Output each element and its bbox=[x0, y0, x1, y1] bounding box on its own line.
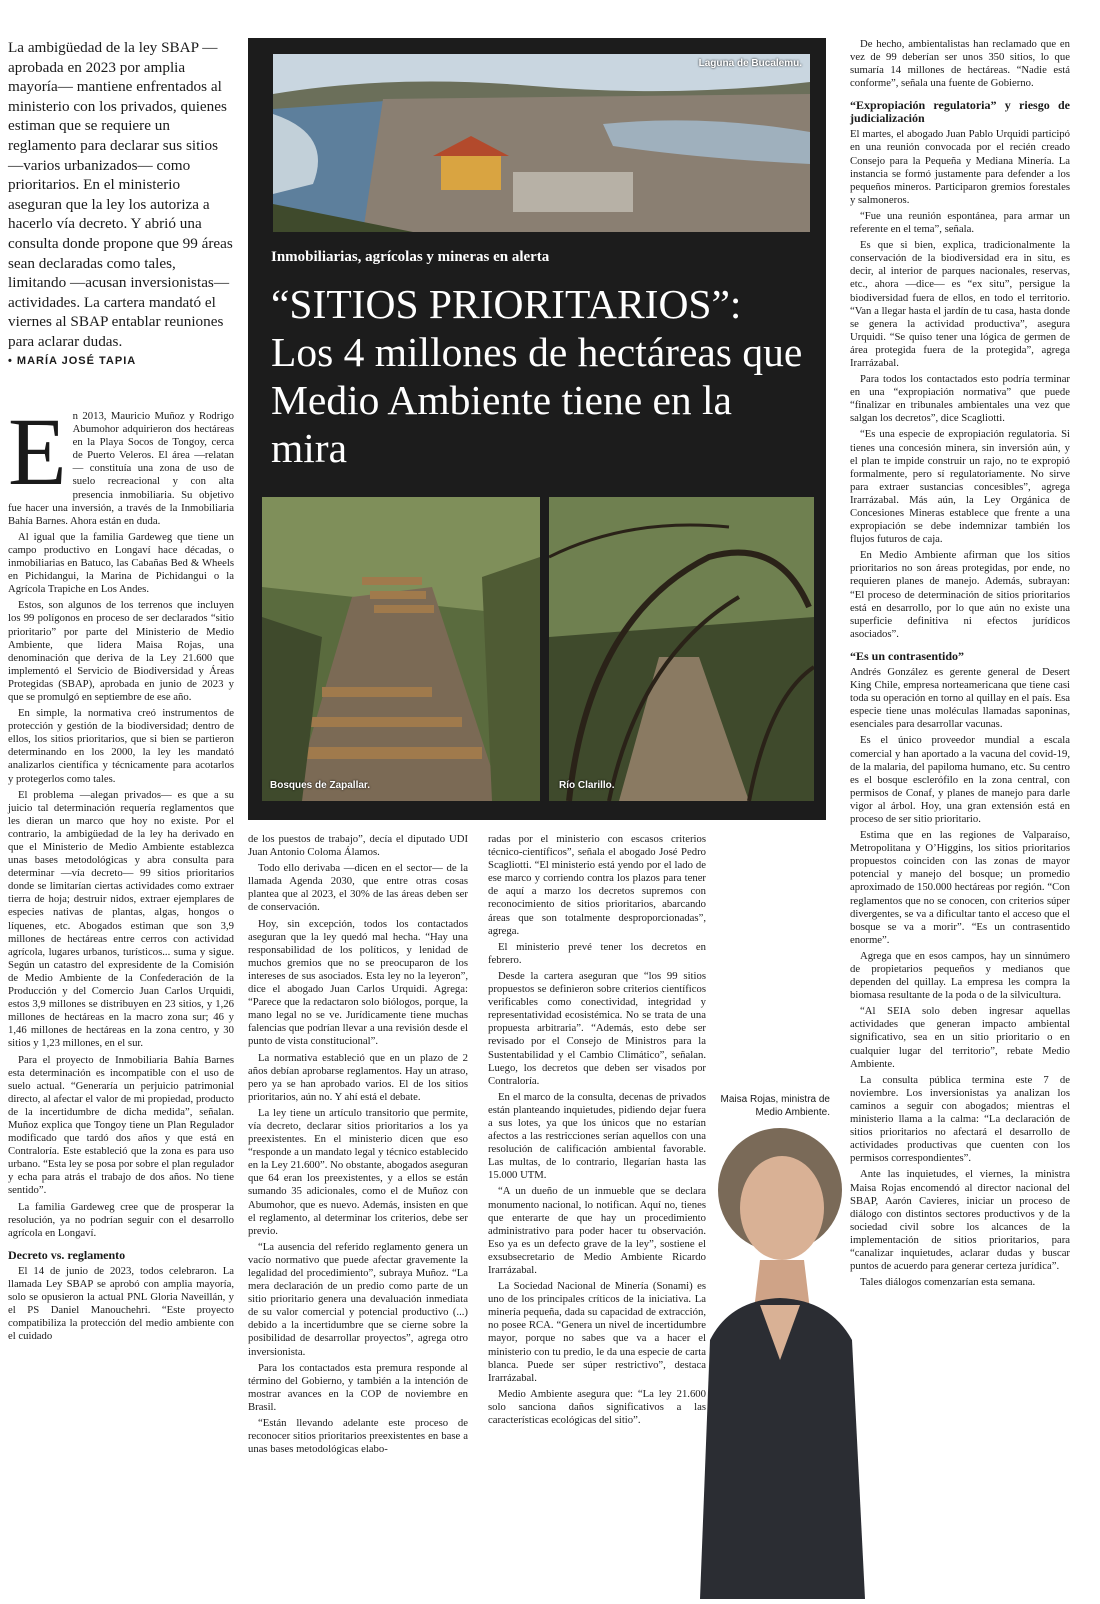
col4-p2: El martes, el abogado Juan Pablo Urquidi participó en una reunión convocada por el recién creado Consejo para la Pequeña y Mediana Minería. La instancia se formó justamente para defender a los pequeños mineros. Participaron gremios forestales y salmoneros. bbox=[850, 128, 1070, 206]
col4-p13: La consulta pública termina este 7 de noviembre. Los inversionistas ya analizan los caminos a seguir con abogados; mientras el ministerio llama a la calma: “La declaración de sitios prioritarios no afectará el desarrollo de actividades productivas que cuenten con los permisos correspondientes”. bbox=[850, 1073, 1070, 1165]
column-1 bbox=[8, 398, 234, 1346]
col4-p15: Tales diálogos comenzarían esta semana. bbox=[860, 1276, 1036, 1289]
col4-p3: “Fue una reunión espontánea, para armar un referente en el tema”, señala. bbox=[850, 209, 1070, 236]
subhead-decreto: Decreto vs. reglamento bbox=[8, 1247, 126, 1262]
photo-zapallar bbox=[262, 497, 540, 801]
forest-path-illustration bbox=[549, 497, 814, 801]
col1-p8: El 14 de junio de 2023, todos celebraron. La llamada Ley SBAP se aprobó con amplia mayoría, solo se opusieron la actual PNL Gloria Naveillán, y el PS Daniel Manouchehri. “Este proyecto compatibiliza la protección del medio ambiente con el cuidado bbox=[8, 1264, 234, 1343]
col4-p8: Andrés González es gerente general de Desert King Chile, empresa norteamericana que tiene casi toda su operación en torno al quillay en el país. Esa especie tiene unas moléculas llamadas saponinas, esenciales para desarrollar vacunas. bbox=[850, 665, 1070, 731]
col1-p2: Al igual que la familia Gardeweg que tiene un campo productivo en Longaví hace décadas, o inmobiliarias en Batuco, las Cabañas Bed & Wheels en Pichidangui, la Marina de Pichidangui o la Agrícola Trapiche en Los Andes. bbox=[8, 530, 234, 596]
col2-p2: Todo ello derivaba —dicen en el sector— de la llamada Agenda 2030, que entre otras cosas plantea que al 2023, el 30% de las áreas deben ser de conservación. bbox=[248, 862, 468, 914]
col4-p12: “Al SEIA solo deben ingresar aquellas actividades que generan impacto ambiental significativo, sea en un sitio prioritario o en cualquier lugar del territorio”, rebate Medio Ambiente. bbox=[850, 1005, 1070, 1070]
photo-bucalemu bbox=[273, 54, 810, 232]
lead-text: La ambigüedad de la ley SBAP —aprobada en 2023 por amplia mayoría— mantiene enfrentados al ministerio con los privados, quienes estiman que se requiere un reglamento para declarar sus sitios —varios urbanizados— como prioritarios. En el ministerio aseguran que la ley los autoriza a hacerlo vía decreto. Y abrió una consulta donde propone que 99 áreas sean declaradas como tales, limitando —acusan inversionistas— actividades. La cartera mandató el viernes al SBAP entablar reuniones para aclarar dudas. bbox=[8, 39, 233, 350]
headline-kicker: Inmobiliarias, agrícolas y mineras en alerta bbox=[271, 249, 550, 265]
col1-p1: n 2013, Mauricio Muñoz y Rodrigo Abumohor adquirieron dos hectáreas en la Playa Socos de Tongoy, cerca de Puerto Veleros. El área —relatan— constituía una zona de uso de suelo recreacional y con alta presencia inmobiliaria. Su objetivo fue hacer una inversión, a través de la Inmobiliaria Bahía Barnes. Ahora están en duda. bbox=[8, 410, 234, 527]
column-2 bbox=[248, 833, 468, 1459]
col4-p10: Estima que en las regiones de Valparaíso, Metropolitana y O’Higgins, los sitios prioritarios propuestos coinciden con las zonas de mayor potencial y manejo del bosque; un promedio aproximado de 150.000 hectáreas por región. “Con reglamentos que no se conocen, con criterios súper divergentes, se va a dificultar tanto el acceso que el bosque se va a morir”. “Es un contrasentido enorme”. bbox=[850, 829, 1070, 946]
headline-title-line1: “SITIOS PRIORITARIOS”: bbox=[271, 281, 742, 327]
caption-portrait: Maisa Rojas, ministra de Medio Ambiente. bbox=[720, 1094, 830, 1118]
byline: • MARÍA JOSÉ TAPIA bbox=[8, 354, 137, 367]
col4-p11: Agrega que en esos campos, hay un sinnúmero de propietarios pequeños y medianos que dependen del quillay. La empresa les compra la biomasa resultante de la poda o de la silvicultura. bbox=[850, 949, 1070, 1002]
headline-title-line2: Los 4 millones de hectáreas que Medio Ambiente tiene en la mira bbox=[271, 329, 803, 471]
lead-block bbox=[8, 38, 234, 367]
col2-p8: “Están llevando adelante este proceso de reconocer sitios prioritarios preexistentes en base a unas bases metodológicas elabo- bbox=[248, 1417, 468, 1456]
headline-title bbox=[271, 280, 816, 472]
col2-p4: La normativa estableció que en un plazo de 2 años debían aprobarse reglamentos. Hay un atraso, pero ya se han aprobado varios. El de los sitios prioritarios, aún no. Y ahí está el debate. bbox=[248, 1051, 468, 1103]
col1-p7: La familia Gardeweg cree que de prosperar la resolución, ya no podrían seguir con el desarrollo agrícola en Longaví. bbox=[8, 1200, 234, 1239]
col4-p7: En Medio Ambiente afirman que los sitios prioritarios no son áreas protegidas, por ende, no requieren planes de manejo. Además, subrayan: “El proceso de determinación de sitios prioritarios está en desarrollo, por lo que aún no existe una superficie definitiva ni efectos jurídicos asociados”. bbox=[850, 549, 1070, 640]
col2-p7: Para los contactados esta premura responde al término del Gobierno, y también a la intención de mostrar avances en la COP de noviembre en Brasil. bbox=[248, 1361, 468, 1413]
dropcap: E bbox=[8, 398, 67, 505]
col3-p2: El ministerio prevé tener los decretos en febrero. bbox=[488, 940, 706, 966]
caption-zapallar: Bosques de Zapallar. bbox=[270, 780, 371, 791]
col4-p9: Es el único proveedor mundial a escala comercial y han aportado a la vacuna del covid-19, de la malaria, del papiloma humano, etc. Su centro es el bosque esclerófilo en la zona central, con permisos de Conaf, y planes de manejo para darle vigor al árbol. Hoy, una gran extensión está en proceso de ser sitio prioritario. bbox=[850, 734, 1070, 825]
col3-p4: En el marco de la consulta, decenas de privados están planteando inquietudes, pidiendo dejar fuera a sus lotes, ya que los únicos que no estarían afectos a las restricciones serían aquellos con una resolución de calificación ambiental favorable. Las multas, de lo contrario, llegarían hasta las 15.000 UTM. bbox=[488, 1090, 706, 1182]
col3-p1: radas por el ministerio con escasos criterios técnico-científicos”, señala el abogado José Pedro Scagliotti. “El ministerio está yendo por el lado de ese marco y corriendo contra los plazos para tener de aquí a marzo los decretos supremos con reconocimiento de sitios prioritarios, abarcando áreas que son totalmente desproporcionadas”, agrega. bbox=[488, 833, 706, 937]
col3-p3: Desde la cartera aseguran que “los 99 sitios propuestos se definieron sobre criterios científicos verificables como conectividad, integridad y representatividad ecosistémica. No se trata de una propuesta arbitraria”. “Además, esto debe ser revisado por el Consejo de Ministros para la Sustentabilidad y el Cambio Climático”, señalan. Luego, los decretos que deben ser visados por Contraloría. bbox=[488, 969, 706, 1087]
col1-p5: El problema —alegan privados— es que a su juicio tal determinación requería reglamentos que les dieran un marco que hoy no existe. Por el contrario, la ambigüedad de la ley ha derivado en que el Ministerio de Medio Ambiente establezca unas bases metodológicas y abra consulta para determinar —vía decreto— 99 sitios prioritarios donde se limitarían ciertas actividades como extraer tierra de hoja; destruir nidos, extraer ejemplares de especies nativas de plantas, algas, hongos o líquenes, etc. Abogados estiman que son 3,9 millones de hectáreas entre cerros con actividad agrícola, lugares urbanos, turísticos... suma y sigue. Según un catastro del expresidente de la Comisión de Medio Ambiente de la Confederación de la Producción y del Comercio Juan Carlos Urquidi, estos 3,9 millones se distribuyen en 23 sitios, y 1,26 millones de hectáreas en la macro zona sur; 46 y 1,46 millones de hectáreas en la zona centro, y 30 sitios y 1,23 millones, en el sur. bbox=[8, 788, 234, 1050]
subhead-contrasentido: “Es un contrasentido” bbox=[850, 648, 965, 663]
col1-p4: En simple, la normativa creó instrumentos de protección y gestión de la biodiversidad; dentro de ellos, los sitios prioritarios, que si bien se partieron determinando en los 2000, la ley les mandató analizarlos científica y técnicamente para acotarlos y protegerlos como tales. bbox=[8, 707, 234, 785]
col2-p6: “La ausencia del referido reglamento genera un vacío normativo que puede afectar gravemente la legalidad del procedimiento”, subraya Muñoz. “La mera declaración de un predio como parte de un sitio prioritario genera una devaluación inmediata de su valor comercial y potencial productivo (...) debido a la incertidumbre que se cierne sobre la posibilidad de desarrollar proyectos”, agrega otro inversionista. bbox=[248, 1240, 468, 1358]
col4-p14: Ante las inquietudes, el viernes, la ministra Maisa Rojas encomendó al director nacional del SBAP, Aarón Cavieres, iniciar un proceso de diálogo con distintos sectores productivos y de la sociedad civil sobre los alcances de la implementación de sitios prioritarios, para “canalizar inquietudes, aclarar dudas y buscar puntos de acuerdo para generar certeza jurídica”. bbox=[850, 1168, 1070, 1273]
column-4 bbox=[850, 38, 1070, 1292]
col3-p7: Medio Ambiente asegura que: “La ley 21.600 solo sanciona daños significativos a las características ecológicas del sitio”. bbox=[488, 1387, 706, 1427]
col1-p3: Estos, son algunos de los terrenos que incluyen los 99 polígonos en proceso de ser declarados “sitio prioritario” por parte del Ministerio de Medio Ambiente, que lidera Maisa Rojas, una denominación que deriva de la Ley 21.600 que implementó el Servicio de Biodiversidad y Áreas Protegidas (SBAP), aprobada en junio de 2023 y que se promulgó en septiembre de ese año. bbox=[8, 599, 234, 703]
col4-p1: De hecho, ambientalistas han reclamado que en vez de 99 deberían ser unos 350 sitios, lo que sumaría 14 millones de hectáreas. “Nadie está conforme”, señala una fuente de Gobierno. bbox=[850, 38, 1070, 90]
col4-p5: Para todos los contactados esto podría terminar en una “expropiación normativa” que puede “finalizar en tribunales ambientales una vez que salgan los decretos”, dice Scagliotti. bbox=[850, 373, 1070, 425]
photo-clarillo bbox=[549, 497, 814, 801]
col2-p5: La ley tiene un artículo transitorio que permite, vía decreto, declarar sitios prioritarios a los ya preexistentes. En el ministerio dicen que eso “responde a un mandato legal y técnico establecido en la Ley 21.600”. No obstante, abogados aseguran que 64 eran los preexistentes, y a ellos se están sumando 35 adicionales, como el de Muñoz con Abumohor, que es nuevo. Además, insisten en que el reglamento, al determinar los criterios, debe ser previo. bbox=[248, 1106, 468, 1237]
col3-p6: La Sociedad Nacional de Minería (Sonami) es uno de los principales críticos de la iniciativa. La minería pequeña, dada su capacidad de extracción, no posee RCA. “Genera un nivel de incertidumbre mayor, porque no sabes que va a hacer el ministerio con tu predio, le da una especie de carta blanca. Puede ser súper restrictivo”, destaca Irarrázabal. bbox=[488, 1280, 706, 1384]
col4-p4: Es que si bien, explica, tradicionalmente la conservación de la biodiversidad era in situ, es decir, al interior de parques nacionales, reservas, etc., ahora —dice— es “ex situ”, persigue la biodiversidad fuera de ellos, en todo el territorio. “Van a llegar hasta el jardín de tu casa, hasta donde se genera la actividad productiva”, asegura Urquidi. “Se quiso tener una lógica de germen de área protegida fuera de la protegida”, agrega Irarrázabal. bbox=[850, 239, 1070, 369]
col2-p1: de los puestos de trabajo”, decía el diputado UDI Juan Antonio Coloma Álamos. bbox=[248, 833, 468, 859]
beach-photo-illustration bbox=[273, 54, 810, 232]
col1-p6: Para el proyecto de Inmobiliaria Bahía Barnes esta determinación es incompatible con el uso de suelo actual. “Generaría un perjuicio patrimonial directo, al afectar el valor de mi propiedad, producto de la incertidumbre de dicha medida”, señalan. Muñoz explica que Tongoy tiene un Plan Regulador modificado que tardó dos años y que está en Contraloría. Este estableció que la zona es para uso urbano. “Esta ley se posa por sobre el plan regulador y echa para atrás el trabajo de dos años. No tiene sentido”. bbox=[8, 1053, 234, 1197]
caption-bucalemu: Laguna de Bucalemu. bbox=[698, 58, 802, 69]
column-3 bbox=[488, 833, 706, 1430]
col3-p5: “A un dueño de un inmueble que se declara monumento nacional, lo notifican. Aquí no, tienes que enterarte de que hay un procedimiento administrativo para poder hacer tu observación. Eso ya es un defecto grave de la ley”, sostiene el exsubsecretario de Medio Ambiente Ricardo Irarrázabal. bbox=[488, 1185, 706, 1276]
forest-trail-illustration bbox=[262, 497, 540, 801]
col4-p6: “Es una especie de expropiación regulatoria. Si tienes una concesión minera, sin inversión aún, y el plan te impide construir un rajo, no te expropió formalmente, pero sí regulatoriamente. No sirve para extraer sustancias concesibles”, agrega Irarrázabal. Más aún, la Ley Orgánica de Concesiones Mineras establece que frente a una expropiación se debe indemnizar también los flujos futuros de caja. bbox=[850, 428, 1070, 546]
col2-p3: Hoy, sin excepción, todos los contactados aseguran que la ley quedó mal hecha. “Hay una responsabilidad de los políticos, y lenidad de muchos gremios que no se preocuparon de los intereses de sus asociados. Esta ley no la leyeron”, dice el abogado Juan Carlos Urquidi. Agrega: “Parece que la redactaron solo biólogos, porque, la mano legal no se ve. Jurídicamente tiene muchas falencias que podrían llevar a una revisión desde el punto de vista constitucional”. bbox=[248, 917, 468, 1048]
subhead-expropiacion: “Expropiación regulatoria” y riesgo de judicialización bbox=[850, 98, 1070, 126]
caption-clarillo: Río Clarillo. bbox=[559, 780, 615, 791]
